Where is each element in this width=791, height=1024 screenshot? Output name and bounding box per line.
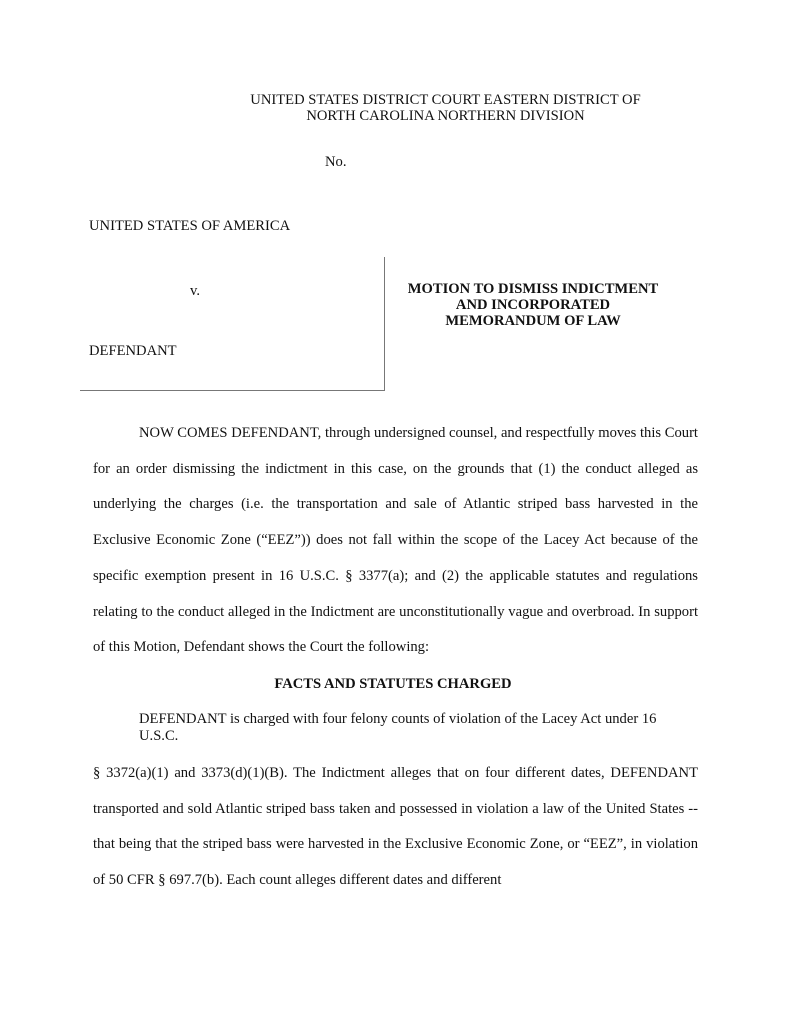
court-name-line-1: UNITED STATES DISTRICT COURT EASTERN DISTRICT OF (250, 92, 641, 108)
intro-paragraph: NOW COMES DEFENDANT, through undersigned counsel, and respectfully moves this Court for an order dismissing the indictment in this case, on the grounds that (1) the conduct alleged as underlying the charges (i.e. the transportation and sale of Atlantic striped bass harvested in the Exclusive Economic Zone (“EEZ”)) does not fall within the scope of the Lacey Act because of the specific exemption present in 16 U.S.C. § 3377(a); and (2) the applicable statutes and regulations relating to the conduct alleged in the Indictment are unconstitutionally vague and overbroad. In support of this Motion, Defendant shows the Court the following: (93, 425, 698, 656)
motion-title (395, 281, 671, 329)
motion-title-line-2: AND INCORPORATED (455, 297, 611, 313)
caption-horizontal-divider (80, 390, 385, 391)
charge-statement: DEFENDANT is charged with four felony counts of violation of the Lacey Act under 16 U.S.C. (139, 711, 657, 744)
court-name-line-2: NORTH CAROLINA NORTHERN DIVISION (306, 108, 585, 124)
defendant-name: DEFENDANT (89, 343, 177, 359)
case-number: No. (325, 154, 347, 170)
section-heading: FACTS AND STATUTES CHARGED (274, 676, 512, 692)
court-heading (200, 92, 691, 124)
facts-paragraph: § 3372(a)(1) and 3373(d)(1)(B). The Indictment alleges that on four different dates, DEFENDANT transported and sold Atlantic striped bass taken and possessed in violation a law of the United States -- that being that the striped bass were harvested in the Exclusive Economic Zone, or “EEZ”, in violation of 50 CFR § 697.7(b). Each count alleges different dates and different (93, 765, 698, 889)
versus-label: v. (190, 283, 200, 299)
caption-vertical-divider (384, 257, 385, 391)
motion-title-line-3: MEMORANDUM OF LAW (445, 313, 621, 329)
plaintiff-name: UNITED STATES OF AMERICA (89, 218, 291, 234)
motion-title-line-1: MOTION TO DISMISS INDICTMENT (407, 281, 659, 297)
